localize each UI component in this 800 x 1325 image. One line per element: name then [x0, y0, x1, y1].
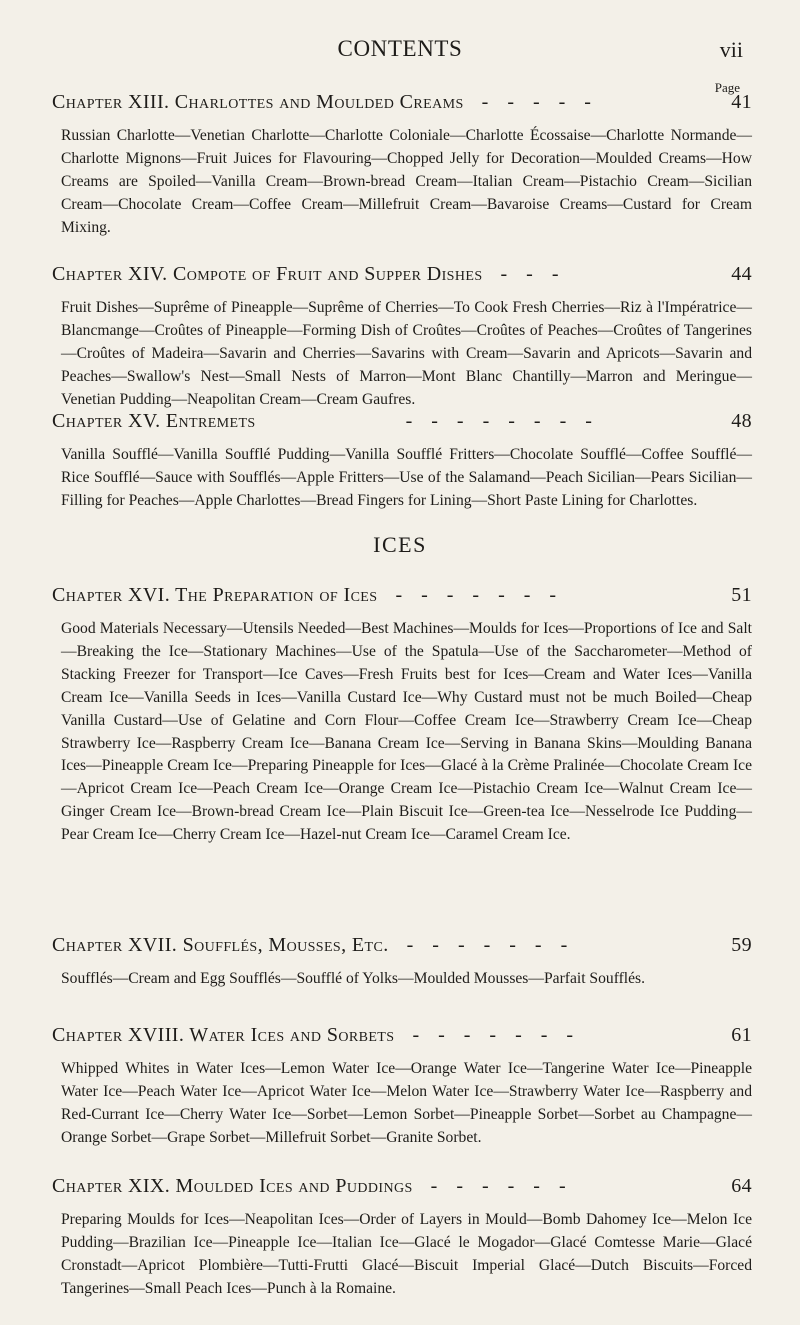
- page-number: vii: [719, 37, 743, 62]
- chapter-page-number: 61: [731, 1024, 752, 1046]
- chapter-page-number: 48: [731, 410, 752, 432]
- chapter-page-number: 59: [731, 934, 752, 956]
- section-title: ICES: [373, 532, 427, 557]
- chapter-contents: Fruit Dishes—Suprême of Pineapple—Suprême of Cherries—To Cook Fresh Cherries—Riz à l'Impératrice—Blancmange—Croûtes of Pineapple—Forming Dish of Croûtes—Croûtes of Peaches—Croûtes of Tangerines—Croûtes of Madeira—Savarin and Cherries—Savarins with Cream—Savarin and Apricots—Savarin and Peaches—Swallow's Nest—Small Nests of Marron—Mont Blanc Chantilly—Marron and Meringue—Venetian Pudding—Neapolitan Cream—Cream Gaufres.: [61, 299, 752, 408]
- running-head: [0, 36, 800, 66]
- chapter-entry: [52, 1024, 752, 1150]
- leader-dashes: - - -: [500, 263, 566, 285]
- chapter-title: Chapter XIV. Compote of Fruit and Supper Dishes: [52, 263, 483, 285]
- leader-dashes: - - - - - - -: [406, 934, 575, 956]
- page-column-label: Page: [714, 80, 740, 95]
- chapter-contents: Whipped Whites in Water Ices—Lemon Water Ice—Orange Water Ice—Tangerine Water Ice—Pineapple Water Ice—Peach Water Ice—Apricot Water Ice—Melon Water Ice—Strawberry Water Ice—Raspberry and Red-Currant Ice—Cherry Water Ice—Sorbet—Lemon Sorbet—Pineapple Sorbet—Sorbet au Champagne—Orange Sorbet—Grape Sorbet—Millefruit Sorbet—Granite Sorbet.: [61, 1060, 752, 1146]
- chapter-heading: [52, 1175, 752, 1203]
- chapter-title: Chapter XVII. Soufflés, Mousses, Etc.: [52, 934, 389, 956]
- chapter-entry: [52, 934, 752, 991]
- chapter-contents: Russian Charlotte—Venetian Charlotte—Charlotte Coloniale—Charlotte Écossaise—Charlotte Normande—Charlotte Mignons—Fruit Juices for Flavouring—Chopped Jelly for Decoration—Moulded Creams—How Creams are Spoiled—Vanilla Cream—Brown-bread Cream—Italian Cream—Pistachio Cream—Sicilian Cream—Chocolate Cream—Coffee Cream—Millefruit Cream—Bavaroise Creams—Custard for Cream Mixing.: [61, 127, 752, 236]
- chapter-page-number: 64: [731, 1175, 752, 1197]
- leader-dashes: - - - - - - - -: [405, 410, 599, 432]
- chapter-title: Chapter XVIII. Water Ices and Sorbets: [52, 1024, 395, 1046]
- chapter-entry: [52, 91, 752, 240]
- chapter-entry: [52, 410, 752, 513]
- chapter-heading: [52, 584, 752, 612]
- chapter-heading: [52, 91, 752, 119]
- leader-dashes: - - - - - - -: [395, 584, 564, 606]
- leader-dashes: - - - - -: [481, 91, 598, 113]
- chapter-entry: [52, 584, 752, 847]
- chapter-title: Chapter XIX. Moulded Ices and Puddings: [52, 1175, 413, 1197]
- chapter-heading: [52, 1024, 752, 1052]
- leader-dashes: - - - - - - -: [412, 1024, 581, 1046]
- chapter-page-number: 51: [731, 584, 752, 606]
- chapter-title: Chapter XV. Entremets: [52, 410, 256, 432]
- leader-dashes: - - - - - -: [430, 1175, 573, 1197]
- chapter-heading: [52, 934, 752, 962]
- chapter-entry: [52, 263, 752, 412]
- chapter-contents: Soufflés—Cream and Egg Soufflés—Soufflé of Yolks—Moulded Mousses—Parfait Soufflés.: [61, 970, 646, 987]
- chapter-page-number: 44: [731, 263, 752, 285]
- chapter-contents: Vanilla Soufflé—Vanilla Soufflé Pudding—Vanilla Soufflé Fritters—Chocolate Soufflé—Coffee Soufflé—Rice Soufflé—Sauce with Soufflés—Apple Fritters—Use of the Salamand—Peach Sicilian—Pears Sicilian—Filling for Peaches—Apple Charlottes—Bread Fingers for Lining—Short Paste Lining for Charlottes.: [61, 446, 752, 509]
- page-title: CONTENTS: [337, 36, 463, 61]
- chapter-contents: Good Materials Necessary—Utensils Needed—Best Machines—Moulds for Ices—Proportions of Ice and Salt—Breaking the Ice—Stationary Machines—Use of the Spatula—Use of the Saccharometer—Method of Stacking Freezer for Transport—Ice Caves—Fresh Fruits best for Ices—Cream and Water Ices—Vanilla Cream Ice—Vanilla Seeds in Ices—Vanilla Custard Ice—Why Custard must not be much Boiled—Cheap Vanilla Custard—Use of Gelatine and Corn Flour—Coffee Cream Ice—Strawberry Cream Ice—Cheap Strawberry Ice—Raspberry Cream Ice—Banana Cream Ice—Serving in Banana Skins—Moulding Banana Ices—Pineapple Cream Ice—Preparing Pineapple for Ices—Glacé à la Crème Pralinée—Chocolate Cream Ice—Apricot Cream Ice—Peach Cream Ice—Orange Cream Ice—Pistachio Cream Ice—Walnut Cream Ice—Ginger Cream Ice—Brown-bread Cream Ice—Plain Biscuit Ice—Green-tea Ice—Nesselrode Ice Pudding—Pear Cream Ice—Cherry Cream Ice—Hazel-nut Cream Ice—Caramel Cream Ice.: [61, 620, 752, 844]
- chapter-entry: [52, 1175, 752, 1301]
- chapter-heading: [52, 410, 752, 438]
- chapter-contents: Preparing Moulds for Ices—Neapolitan Ices—Order of Layers in Mould—Bomb Dahomey Ice—Melon Ice Pudding—Brazilian Ice—Pineapple Ice—Italian Ice—Glacé le Mogador—Glacé Comtesse Marie—Glacé Cronstadt—Apricot Plombière—Tutti-Frutti Glacé—Biscuit Imperial Glacé—Dutch Biscuits—Forced Tangerines—Small Peach Ices—Punch à la Romaine.: [61, 1211, 752, 1297]
- chapter-heading: [52, 263, 752, 291]
- chapter-title: Chapter XIII. Charlottes and Moulded Creams: [52, 91, 464, 113]
- chapter-title: Chapter XVI. The Preparation of Ices: [52, 584, 378, 606]
- chapter-page-number: 41: [731, 91, 752, 113]
